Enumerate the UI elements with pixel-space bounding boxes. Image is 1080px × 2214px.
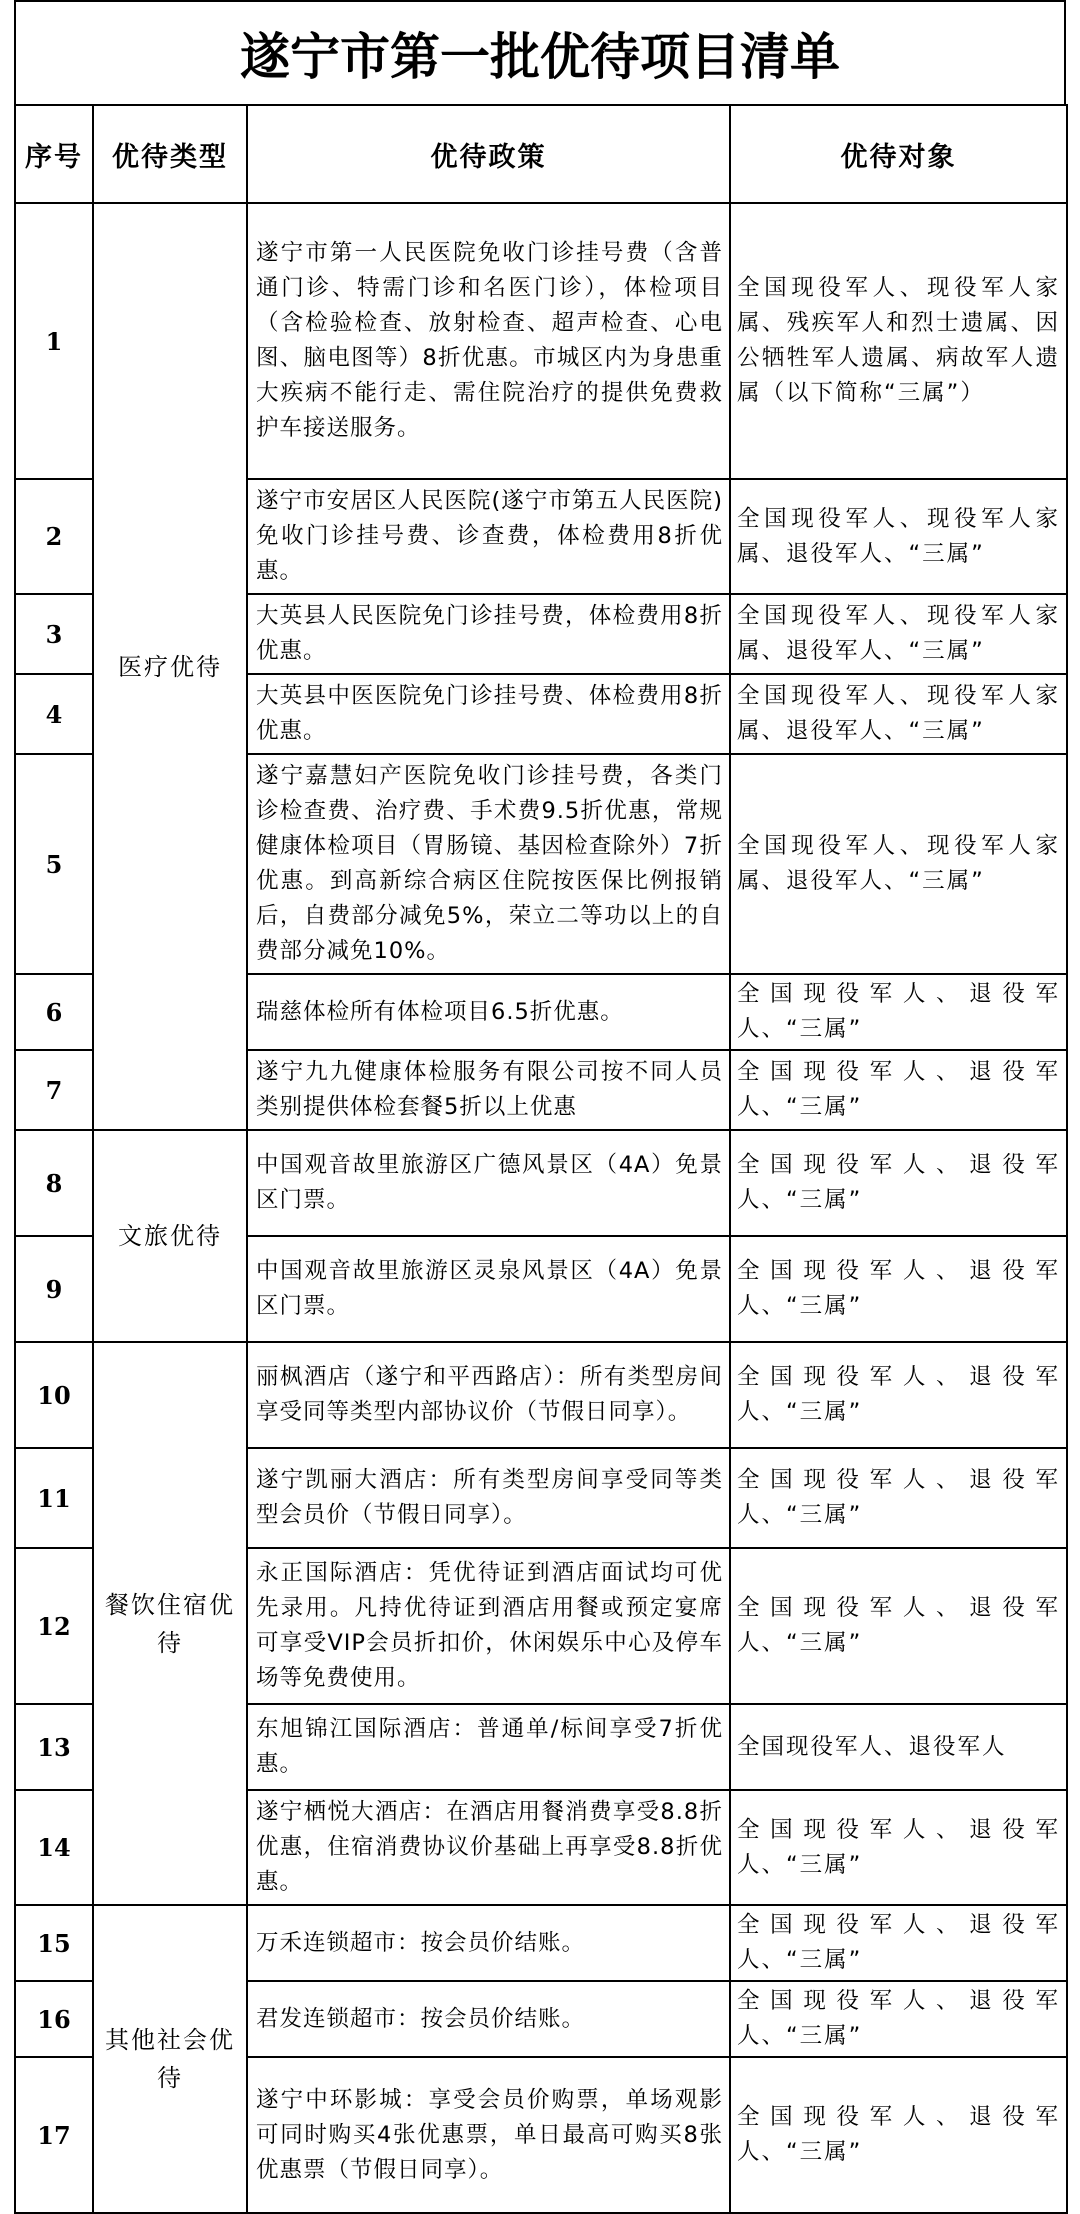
row-target: 全国现役军人、退役军人、“三属” (730, 974, 1067, 1050)
row-policy: 君发连锁超市：按会员价结账。 (247, 1981, 730, 2057)
row-target: 全国现役军人、现役军人家属、退役军人、“三属” (730, 594, 1067, 674)
row-target: 全国现役军人、退役军人、“三属” (730, 1548, 1067, 1704)
row-policy: 中国观音故里旅游区灵泉风景区（4A）免景区门票。 (247, 1236, 730, 1342)
row-seq: 3 (15, 594, 93, 674)
row-policy: 永正国际酒店：凭优待证到酒店面试均可优先录用。凡持优待证到酒店用餐或预定宴席可享受VIP会员折扣价，休闲娱乐中心及停车场等免费使用。 (247, 1548, 730, 1704)
row-policy: 东旭锦江国际酒店：普通单/标间享受7折优惠。 (247, 1704, 730, 1790)
row-seq: 9 (15, 1236, 93, 1342)
row-target: 全国现役军人、退役军人、“三属” (730, 1050, 1067, 1130)
row-seq: 10 (15, 1342, 93, 1448)
row-policy: 遂宁市安居区人民医院(遂宁市第五人民医院)免收门诊挂号费、诊查费，体检费用8折优惠。 (247, 479, 730, 594)
benefits-table (14, 104, 1068, 2214)
row-target: 全国现役军人、退役军人、“三属” (730, 1236, 1067, 1342)
row-target: 全国现役军人、退役军人、“三属” (730, 1905, 1067, 1981)
row-seq: 7 (15, 1050, 93, 1130)
row-policy: 丽枫酒店（遂宁和平西路店）：所有类型房间享受同等类型内部协议价（节假日同享）。 (247, 1342, 730, 1448)
row-target: 全国现役军人、退役军人 (730, 1704, 1067, 1790)
row-policy: 中国观音故里旅游区广德风景区（4A）免景区门票。 (247, 1130, 730, 1236)
header-policy: 优待政策 (247, 105, 730, 203)
row-policy: 瑞慈体检所有体检项目6.5折优惠。 (247, 974, 730, 1050)
row-target: 全国现役军人、现役军人家属、残疾军人和烈士遗属、因公牺牲军人遗属、病故军人遗属（以下简称“三属”） (730, 203, 1067, 479)
row-policy: 遂宁嘉慧妇产医院免收门诊挂号费，各类门诊检查费、治疗费、手术费9.5折优惠，常规健康体检项目（胃肠镜、基因检查除外）7折优惠。到高新综合病区住院按医保比例报销后，自费部分减免5%，荣立二等功以上的自费部分减免10%。 (247, 754, 730, 974)
row-seq: 8 (15, 1130, 93, 1236)
row-seq: 5 (15, 754, 93, 974)
header-seq: 序号 (15, 105, 93, 203)
category-tourism: 文旅优待 (93, 1130, 247, 1342)
row-target: 全国现役军人、现役军人家属、退役军人、“三属” (730, 479, 1067, 594)
table-row (15, 1342, 1067, 1448)
row-seq: 14 (15, 1790, 93, 1905)
row-seq: 13 (15, 1704, 93, 1790)
row-target: 全国现役军人、现役军人家属、退役军人、“三属” (730, 754, 1067, 974)
row-policy: 遂宁市第一人民医院免收门诊挂号费（含普通门诊、特需门诊和名医门诊），体检项目（含检验检查、放射检查、超声检查、心电图、脑电图等）8折优惠。市城区内为身患重大疾病不能行走、需住院治疗的提供免费救护车接送服务。 (247, 203, 730, 479)
row-policy: 遂宁栖悦大酒店：在酒店用餐消费享受8.8折优惠，住宿消费协议价基础上再享受8.8折优惠。 (247, 1790, 730, 1905)
row-target: 全国现役军人、退役军人、“三属” (730, 1790, 1067, 1905)
category-dining: 餐饮住宿优待 (93, 1342, 247, 1905)
row-target: 全国现役军人、退役军人、“三属” (730, 2057, 1067, 2213)
row-target: 全国现役军人、退役军人、“三属” (730, 1130, 1067, 1236)
row-policy: 大英县人民医院免门诊挂号费，体检费用8折优惠。 (247, 594, 730, 674)
table-header-row (15, 105, 1067, 203)
table-row (15, 203, 1067, 479)
row-policy: 大英县中医医院免门诊挂号费、体检费用8折优惠。 (247, 674, 730, 754)
category-medical: 医疗优待 (93, 203, 247, 1130)
row-policy: 遂宁凯丽大酒店：所有类型房间享受同等类型会员价（节假日同享）。 (247, 1448, 730, 1548)
row-target: 全国现役军人、现役军人家属、退役军人、“三属” (730, 674, 1067, 754)
row-seq: 12 (15, 1548, 93, 1704)
header-type: 优待类型 (93, 105, 247, 203)
page-title: 遂宁市第一批优待项目清单 (14, 0, 1066, 104)
row-seq: 11 (15, 1448, 93, 1548)
row-seq: 17 (15, 2057, 93, 2213)
row-policy: 万禾连锁超市：按会员价结账。 (247, 1905, 730, 1981)
table-row (15, 1905, 1067, 1981)
row-seq: 4 (15, 674, 93, 754)
header-target: 优待对象 (730, 105, 1067, 203)
row-seq: 16 (15, 1981, 93, 2057)
row-policy: 遂宁中环影城：享受会员价购票，单场观影可同时购买4张优惠票，单日最高可购买8张优惠票（节假日同享）。 (247, 2057, 730, 2213)
row-seq: 2 (15, 479, 93, 594)
category-other: 其他社会优待 (93, 1905, 247, 2213)
row-target: 全国现役军人、退役军人、“三属” (730, 1981, 1067, 2057)
row-target: 全国现役军人、退役军人、“三属” (730, 1342, 1067, 1448)
row-seq: 1 (15, 203, 93, 479)
row-seq: 6 (15, 974, 93, 1050)
table-row (15, 1130, 1067, 1236)
row-seq: 15 (15, 1905, 93, 1981)
row-target: 全国现役军人、退役军人、“三属” (730, 1448, 1067, 1548)
row-policy: 遂宁九九健康体检服务有限公司按不同人员类别提供体检套餐5折以上优惠 (247, 1050, 730, 1130)
